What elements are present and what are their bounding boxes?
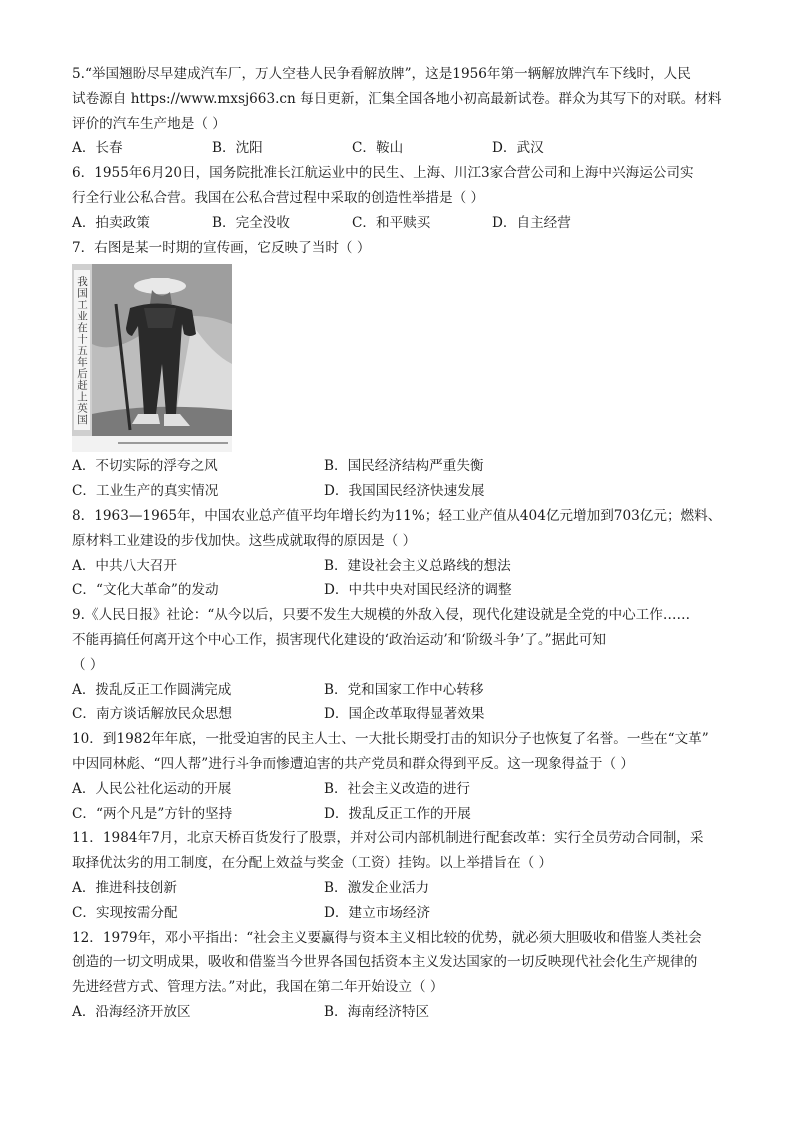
- question-12: [72, 926, 732, 1025]
- option-b[interactable]: B．建设社会主义总路线的想法: [324, 557, 511, 574]
- question-5-options: [72, 136, 732, 161]
- option-c[interactable]: C．工业生产的真实情况: [72, 483, 219, 500]
- option-d[interactable]: D．武汉: [492, 140, 544, 157]
- question-9: [72, 603, 732, 727]
- question-5: [72, 62, 732, 161]
- option-c[interactable]: C．“文化大革命”的发动: [72, 582, 219, 599]
- question-7-options-row-2: [72, 479, 732, 504]
- question-12-line-1: 12．1979年，邓小平指出：“社会主义要赢得与资本主义相比较的优势，就必须大胆吸收和借鉴人类社会: [72, 929, 702, 946]
- question-10-options-row-1: [72, 777, 732, 802]
- propaganda-poster-container: [72, 260, 732, 454]
- option-c[interactable]: C．和平赎买: [352, 214, 431, 231]
- option-a[interactable]: A．推进科技创新: [72, 879, 177, 896]
- question-9-line-3: （ ）: [72, 656, 104, 673]
- option-a[interactable]: A．拍卖政策: [72, 214, 150, 231]
- option-b[interactable]: B．海南经济特区: [324, 1003, 430, 1020]
- question-7-line-1: 7．右图是某一时期的宣传画，它反映了当时（ ）: [72, 239, 371, 256]
- option-d[interactable]: D．建立市场经济: [324, 904, 431, 921]
- question-11-options-row-1: [72, 876, 732, 901]
- option-b[interactable]: B．激发企业活力: [324, 879, 430, 896]
- question-7-options-row-1: [72, 454, 732, 479]
- question-6-line-2: 行全行业公私合营。我国在公私合营过程中采取的创造性举措是（ ）: [72, 189, 485, 206]
- question-5-line-3: 评价的汽车生产地是（ ）: [72, 115, 226, 132]
- option-a[interactable]: A．人民公社化运动的开展: [72, 780, 232, 797]
- option-a[interactable]: A．沿海经济开放区: [72, 1003, 191, 1020]
- option-b[interactable]: B．党和国家工作中心转移: [324, 681, 484, 698]
- option-a[interactable]: A．中共八大召开: [72, 557, 177, 574]
- question-6-options: [72, 211, 732, 236]
- question-8-line-1: 8．1963—1965年，中国农业总产值平均年增长约为11%；轻工业产值从404亿元增加到703亿元；燃料、: [72, 507, 722, 524]
- option-c[interactable]: C．实现按需分配: [72, 904, 178, 921]
- question-9-line-1: 9.《人民日报》社论：“从今以后，只要不发生大规模的外敌入侵，现代化建设就是全党的中心工作……: [72, 607, 691, 624]
- propaganda-poster-image: [72, 264, 232, 452]
- option-c[interactable]: C．“两个凡是”方针的坚持: [72, 805, 233, 822]
- question-11: [72, 826, 732, 925]
- question-5-line-1: 5.“举国翘盼尽早建成汽车厂，万人空巷人民争看解放牌”，这是1956年第一辆解放牌汽车下线时，人民: [72, 66, 691, 82]
- question-8-options-row-1: [72, 554, 732, 579]
- question-6-line-1: 6．1955年6月20日，国务院批准长江航运业中的民生、上海、川江3家合营公司和上海中兴海运公司实: [72, 165, 694, 182]
- option-a[interactable]: A．拨乱反正工作圆满完成: [72, 681, 232, 698]
- question-10-line-1: 10．到1982年年底，一批受迫害的民主人士、一大批长期受打击的知识分子也恢复了名誉。一些在“文革”: [72, 731, 709, 748]
- option-d[interactable]: D．我国国民经济快速发展: [324, 483, 485, 500]
- question-6: [72, 161, 732, 235]
- option-d[interactable]: D．自主经营: [492, 214, 571, 231]
- option-b[interactable]: B．沈阳: [212, 140, 263, 157]
- question-5-line-2: 试卷源自 https://www.mxsj663.cn 每日更新，汇集全国各地小初高最新试卷。群众为其写下的对联。材料: [72, 90, 722, 107]
- option-c[interactable]: C．鞍山: [352, 140, 404, 157]
- question-12-line-3: 先进经营方式、管理方法。”对此，我国在第二年开始设立（ ）: [72, 979, 444, 996]
- option-a[interactable]: A．长春: [72, 140, 123, 157]
- question-11-line-2: 取择优汰劣的用工制度，在分配上效益与奖金（工资）挂钩。以上举措旨在（ ）: [72, 855, 553, 872]
- option-d[interactable]: D．中共中央对国民经济的调整: [324, 582, 512, 599]
- question-8-line-2: 原材料工业建设的步伐加快。这些成就取得的原因是（ ）: [72, 532, 417, 549]
- option-b[interactable]: B．完全没收: [212, 214, 290, 231]
- poster-caption: 我国工业在十五年后赶上英国: [76, 276, 88, 426]
- question-10-options-row-2: [72, 802, 732, 827]
- option-c[interactable]: C．南方谈话解放民众思想: [72, 706, 232, 723]
- question-8-options-row-2: [72, 578, 732, 603]
- question-7: [72, 236, 732, 504]
- question-8: [72, 504, 732, 603]
- question-10-line-2: 中因同林彪、“四人帮”进行斗争而惨遭迫害的共产党员和群众得到平反。这一现象得益于（ ）: [72, 755, 634, 772]
- question-10: [72, 727, 732, 826]
- exam-page: [72, 62, 732, 1025]
- question-11-options-row-2: [72, 901, 732, 926]
- question-9-options-row-2: [72, 702, 732, 727]
- question-11-line-1: 11．1984年7月，北京天桥百货发行了股票，并对公司内部机制进行配套改革：实行全员劳动合同制，采: [72, 830, 704, 847]
- option-b[interactable]: B．国民经济结构严重失衡: [324, 458, 484, 475]
- question-9-options-row-1: [72, 678, 732, 703]
- question-9-line-2: 不能再搞任何离开这个中心工作，损害现代化建设的‘政治运动’和‘阶级斗争’了。”据此可知: [72, 631, 606, 648]
- option-a[interactable]: A．不切实际的浮夸之风: [72, 458, 218, 475]
- option-d[interactable]: D．拨乱反正工作的开展: [324, 805, 471, 822]
- question-12-line-2: 创造的一切文明成果，吸收和借鉴当今世界各国包括资本主义发达国家的一切反映现代社会化生产规律的: [72, 954, 698, 971]
- option-d[interactable]: D．国企改革取得显著效果: [324, 706, 485, 723]
- question-12-options-row-1: [72, 1000, 732, 1025]
- option-b[interactable]: B．社会主义改造的进行: [324, 780, 470, 797]
